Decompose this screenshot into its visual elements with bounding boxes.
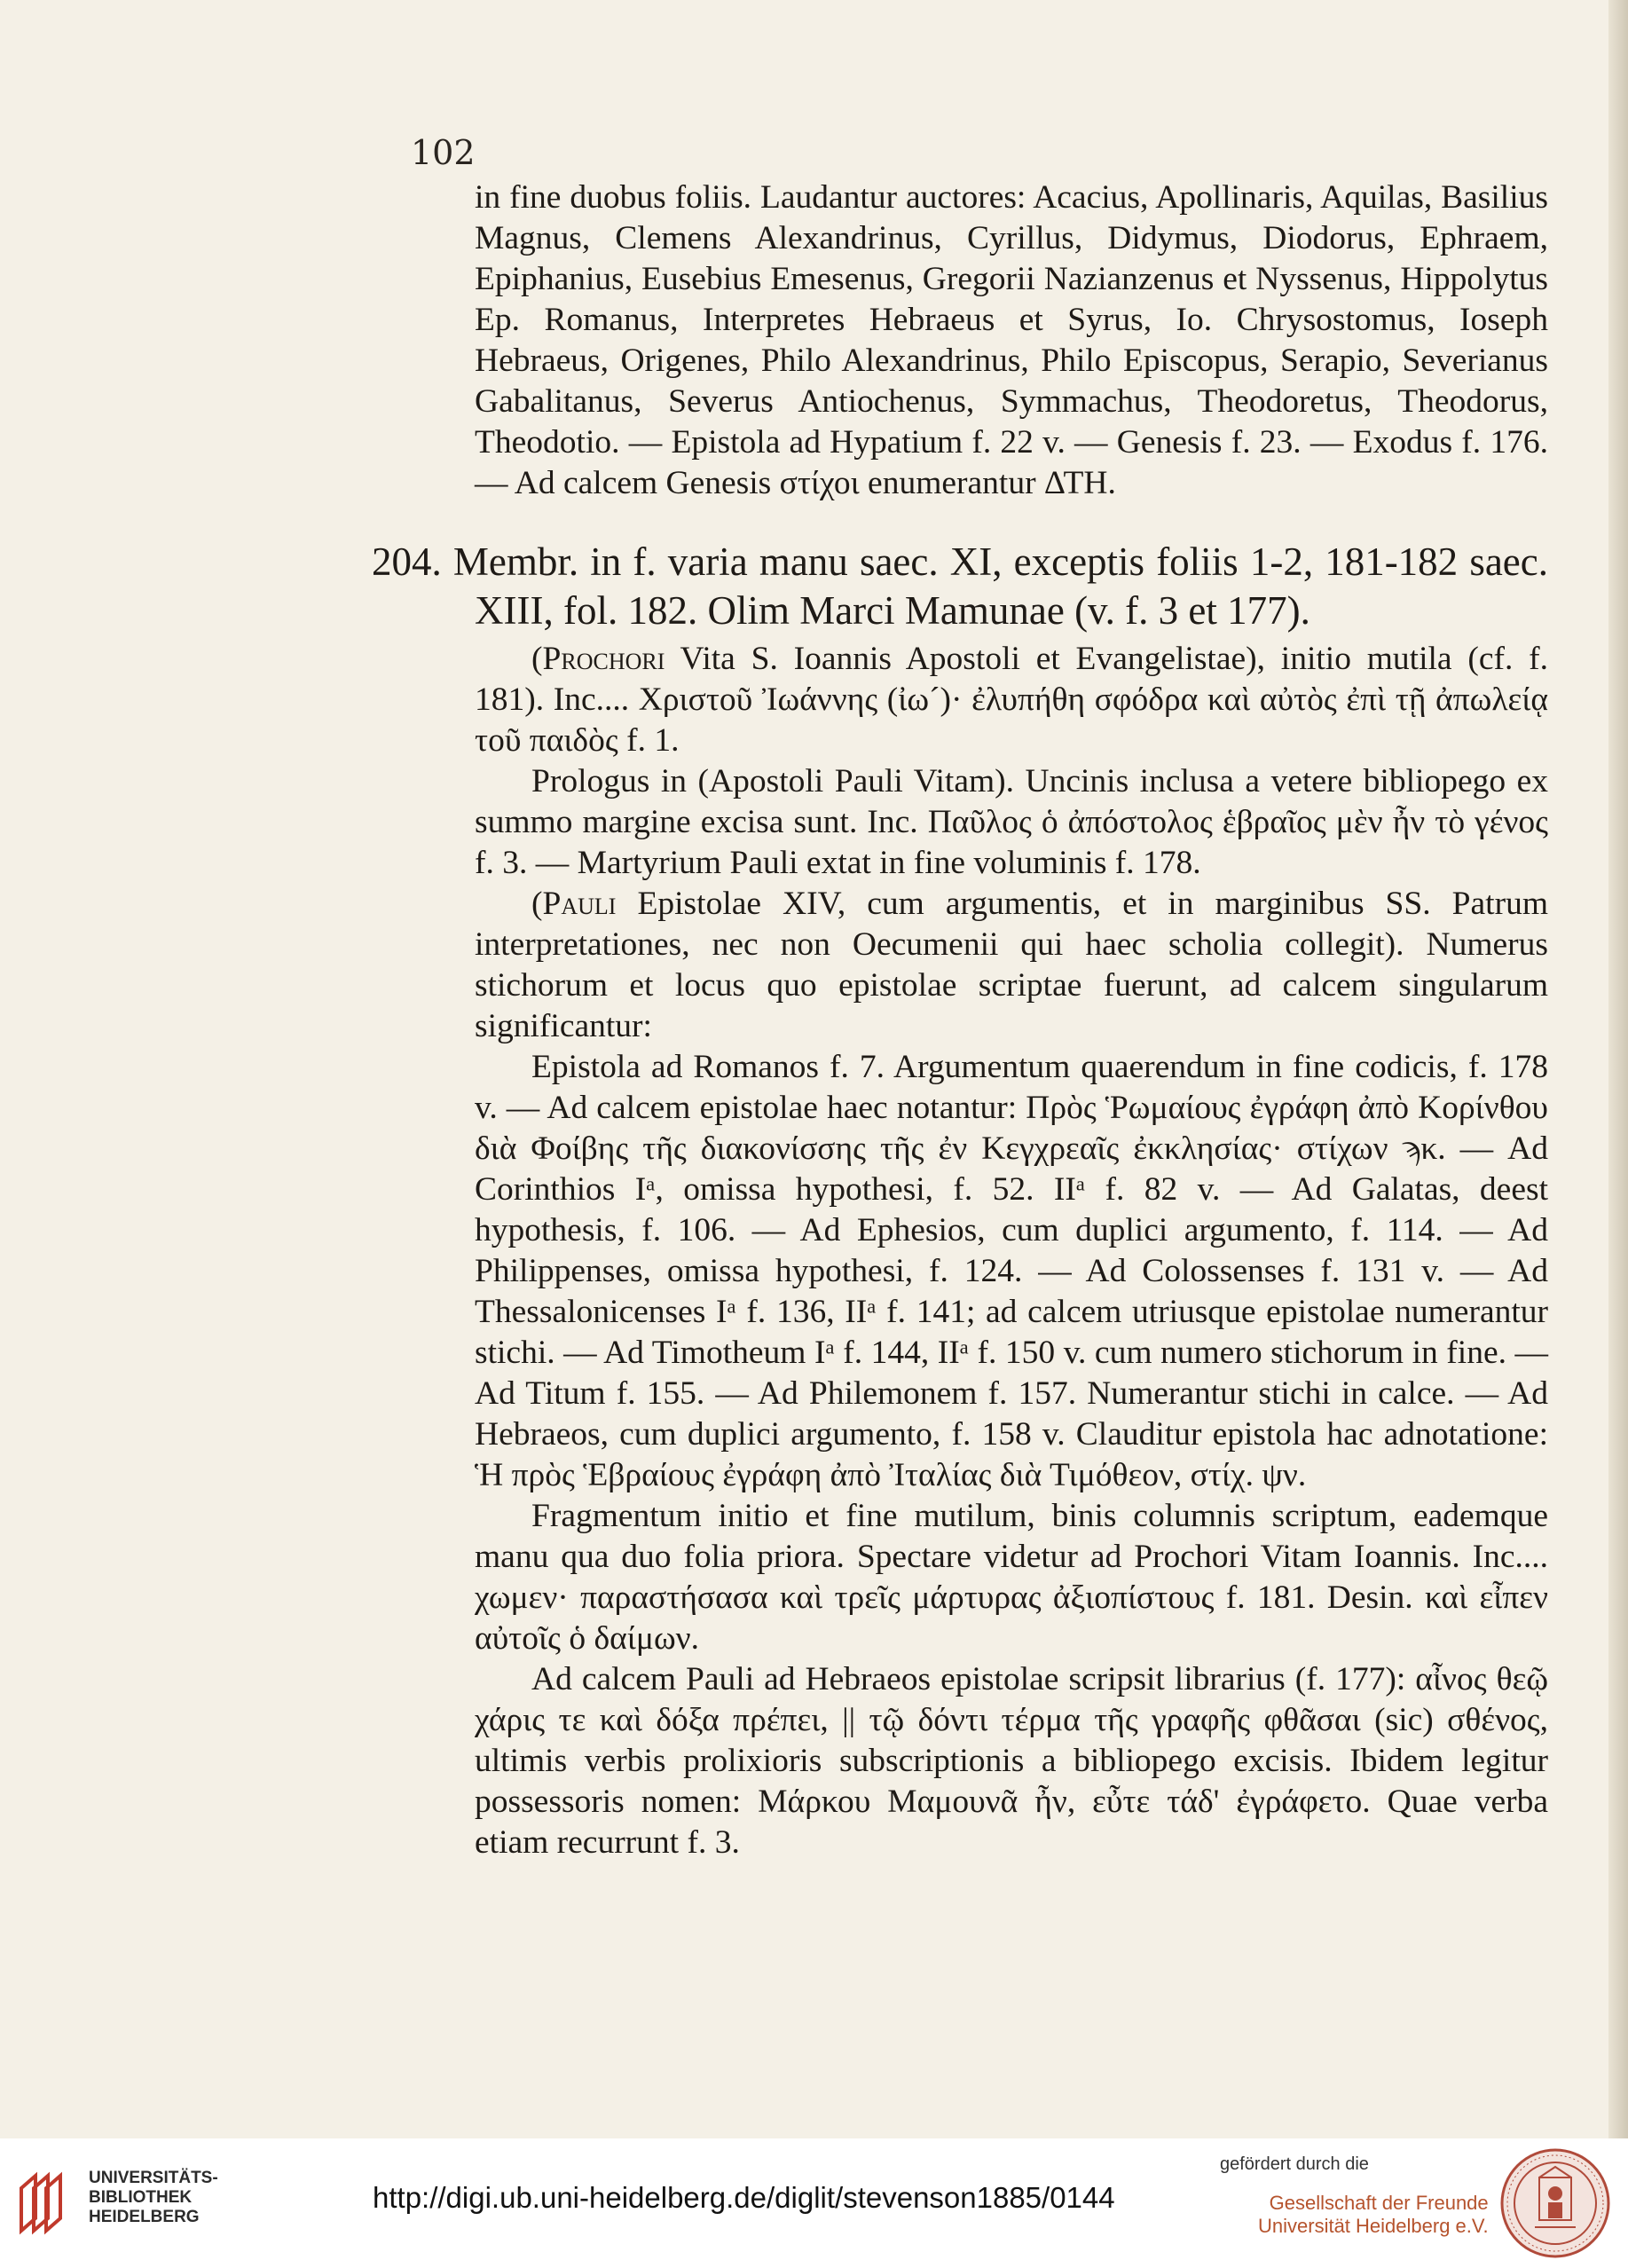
library-name-line: BIBLIOTHEK xyxy=(89,2188,193,2207)
page-edge-shadow xyxy=(1608,0,1628,2138)
author-name: Prochori xyxy=(542,641,665,677)
footer-bar xyxy=(0,2138,1628,2268)
library-logo[interactable] xyxy=(16,2158,282,2247)
author-name: Pauli xyxy=(542,886,617,922)
library-name-line: HEIDELBERG xyxy=(89,2208,200,2226)
paragraph-text: Vita S. Ioannis Apostoli et Evangelistae), initio mutila (cf. f. 181). Inc.... Χριστοῦ Ἰωάννης (ἰω´)· ἐλυπήθη σφόδρα καὶ αὐτὸς ἐπὶ τῇ ἀπωλείᾳ τοῦ παιδὸς f. 1. xyxy=(475,641,1548,759)
sponsor-prefix: gefördert durch die xyxy=(1220,2154,1369,2174)
entry-heading-text: Membr. in f. varia manu saec. XI, exceptis foliis 1-2, 181-182 saec. XIII, fol. 182. Olim Marci Mamunae (v. f. 3 et 177). xyxy=(452,539,1548,633)
sponsor-name-line: Gesellschaft der Freunde xyxy=(1269,2192,1489,2214)
source-url-link[interactable]: http://digi.ub.uni-heidelberg.de/diglit/stevenson1885/0144 xyxy=(373,2181,1115,2214)
sponsor-name-line: Universität Heidelberg e.V. xyxy=(1258,2215,1489,2237)
library-name-line: UNIVERSITÄTS- xyxy=(89,2169,218,2187)
sponsor-name[interactable] xyxy=(1258,2192,1489,2238)
continued-paragraph: in fine duobus foliis. Laudantur auctores: Acacius, Apollinaris, Aquilas, Basilius Magnus, Clemens Alexandrinus, Cyrillus, Didymus, Diodorus, Ephraem, Epiphanius, Eusebius Emesenus, Gregorii Nazianzenus et Nyssenus, Hippolytus Ep. Romanus, Interpretes Hebraeus et Syrus, Io. Chrysostomus, Ioseph Hebraeus, Origenes, Philo Alexandrinus, Philo Episcopus, Serapio, Severianus Gabalitanus, Severus Antiochenus, Symmachus, Theodoretus, Theodorus, Theodotio. — Epistola ad Hypatium f. 22 v. — Genesis f. 23. — Exodus f. 176. — Ad calcem Genesis στίχοι enumerantur ΔΤΗ. xyxy=(475,179,1548,501)
entry-paragraph: Fragmentum initio et fine mutilum, binis columnis scriptum, eademque manu qua duo folia priora. Spectare videtur ad Prochori Vitam Ioannis. Inc.... χωμεν· παραστήσασα καὶ τρεῖς μάρτυρας ἀξιοπίστους f. 181. Desin. καὶ εἶπεν αὐτοῖς ὁ δαίμων. xyxy=(475,1498,1548,1657)
entry-paragraph: Prologus in (Apostoli Pauli Vitam). Uncinis inclusa a vetere bibliopego ex summo margine excisa sunt. Inc. Παῦλος ὁ ἀπόστολος ἑβραῖος μὲν ἦν τὸ γένος f. 3. — Martyrium Pauli extat in fine voluminis f. 178. xyxy=(475,763,1548,881)
library-logo-icon xyxy=(16,2165,73,2236)
university-seal-icon xyxy=(1499,2147,1611,2259)
page-number: 102 xyxy=(411,133,476,172)
paragraph-prefix: ( xyxy=(531,641,543,677)
entry-paragraph: Ad calcem Pauli ad Hebraeos epistolae scripsit librarius (f. 177): αἶνος θεῷ χάρις τε καὶ δόξα πρέπει, || τῷ δόντι τέρμα τῆς γραφῆς φθᾶσαι (sic) σθένος, ultimis verbis prolixioris subscriptionis a bibliopego excisis. Ibidem legitur possessoris nomen: Μάρκου Μαμουνᾶ ἦν, εὖτε τάδ' ἐγράφετο. Quae verba etiam recurrunt f. 3. xyxy=(475,1661,1548,1861)
entry-heading xyxy=(372,538,1548,635)
entry-paragraph xyxy=(475,639,1548,761)
entry-paragraph xyxy=(475,884,1548,1047)
library-name xyxy=(89,2169,218,2227)
paragraph-text: Epistolae XIV, cum argumentis, et in marginibus SS. Patrum interpretationes, nec non Oecumenii qui haec scholia collegit). Numerus stichorum et locus quo epistolae scriptae fuerunt, ad calcem singularum significantur: xyxy=(475,886,1548,1044)
body-text xyxy=(372,177,1548,1863)
entry-number: 204. xyxy=(372,539,442,584)
paragraph-prefix: ( xyxy=(531,886,543,922)
entry-paragraph: Epistola ad Romanos f. 7. Argumentum quaerendum in fine codicis, f. 178 v. — Ad calcem epistolae haec notantur: Πρὸς Ῥωμαίους ἐγράφη ἀπὸ Κορίνθου διὰ Φοίβης τῆς διακονίσσης τῆς ἐν Κεγχρεαῖς ἐκκλησίας· στίχων ϡκ. — Ad Corinthios Iᵃ, omissa hypothesi, f. 52. IIᵃ f. 82 v. — Ad Galatas, deest hypothesis, f. 106. — Ad Ephesios, cum duplici argumento, f. 114. — Ad Philippenses, omissa hypothesi, f. 124. — Ad Colossenses f. 131 v. — Ad Thessalonicenses Iᵃ f. 136, IIᵃ f. 141; ad calcem utriusque epistolae numerantur stichi. — Ad Timotheum Iᵃ f. 144, IIᵃ f. 150 v. cum numero stichorum in fine. — Ad Titum f. 155. — Ad Philemonem f. 157. Numerantur stichi in calce. — Ad Hebraeos, cum duplici argumento, f. 158 v. Clauditur epistola hac adnotatione: Ἡ πρὸς Ἑβραίους ἐγράφη ἀπὸ Ἰταλίας διὰ Τιμόθεον, στίχ. ψν. xyxy=(475,1049,1548,1493)
